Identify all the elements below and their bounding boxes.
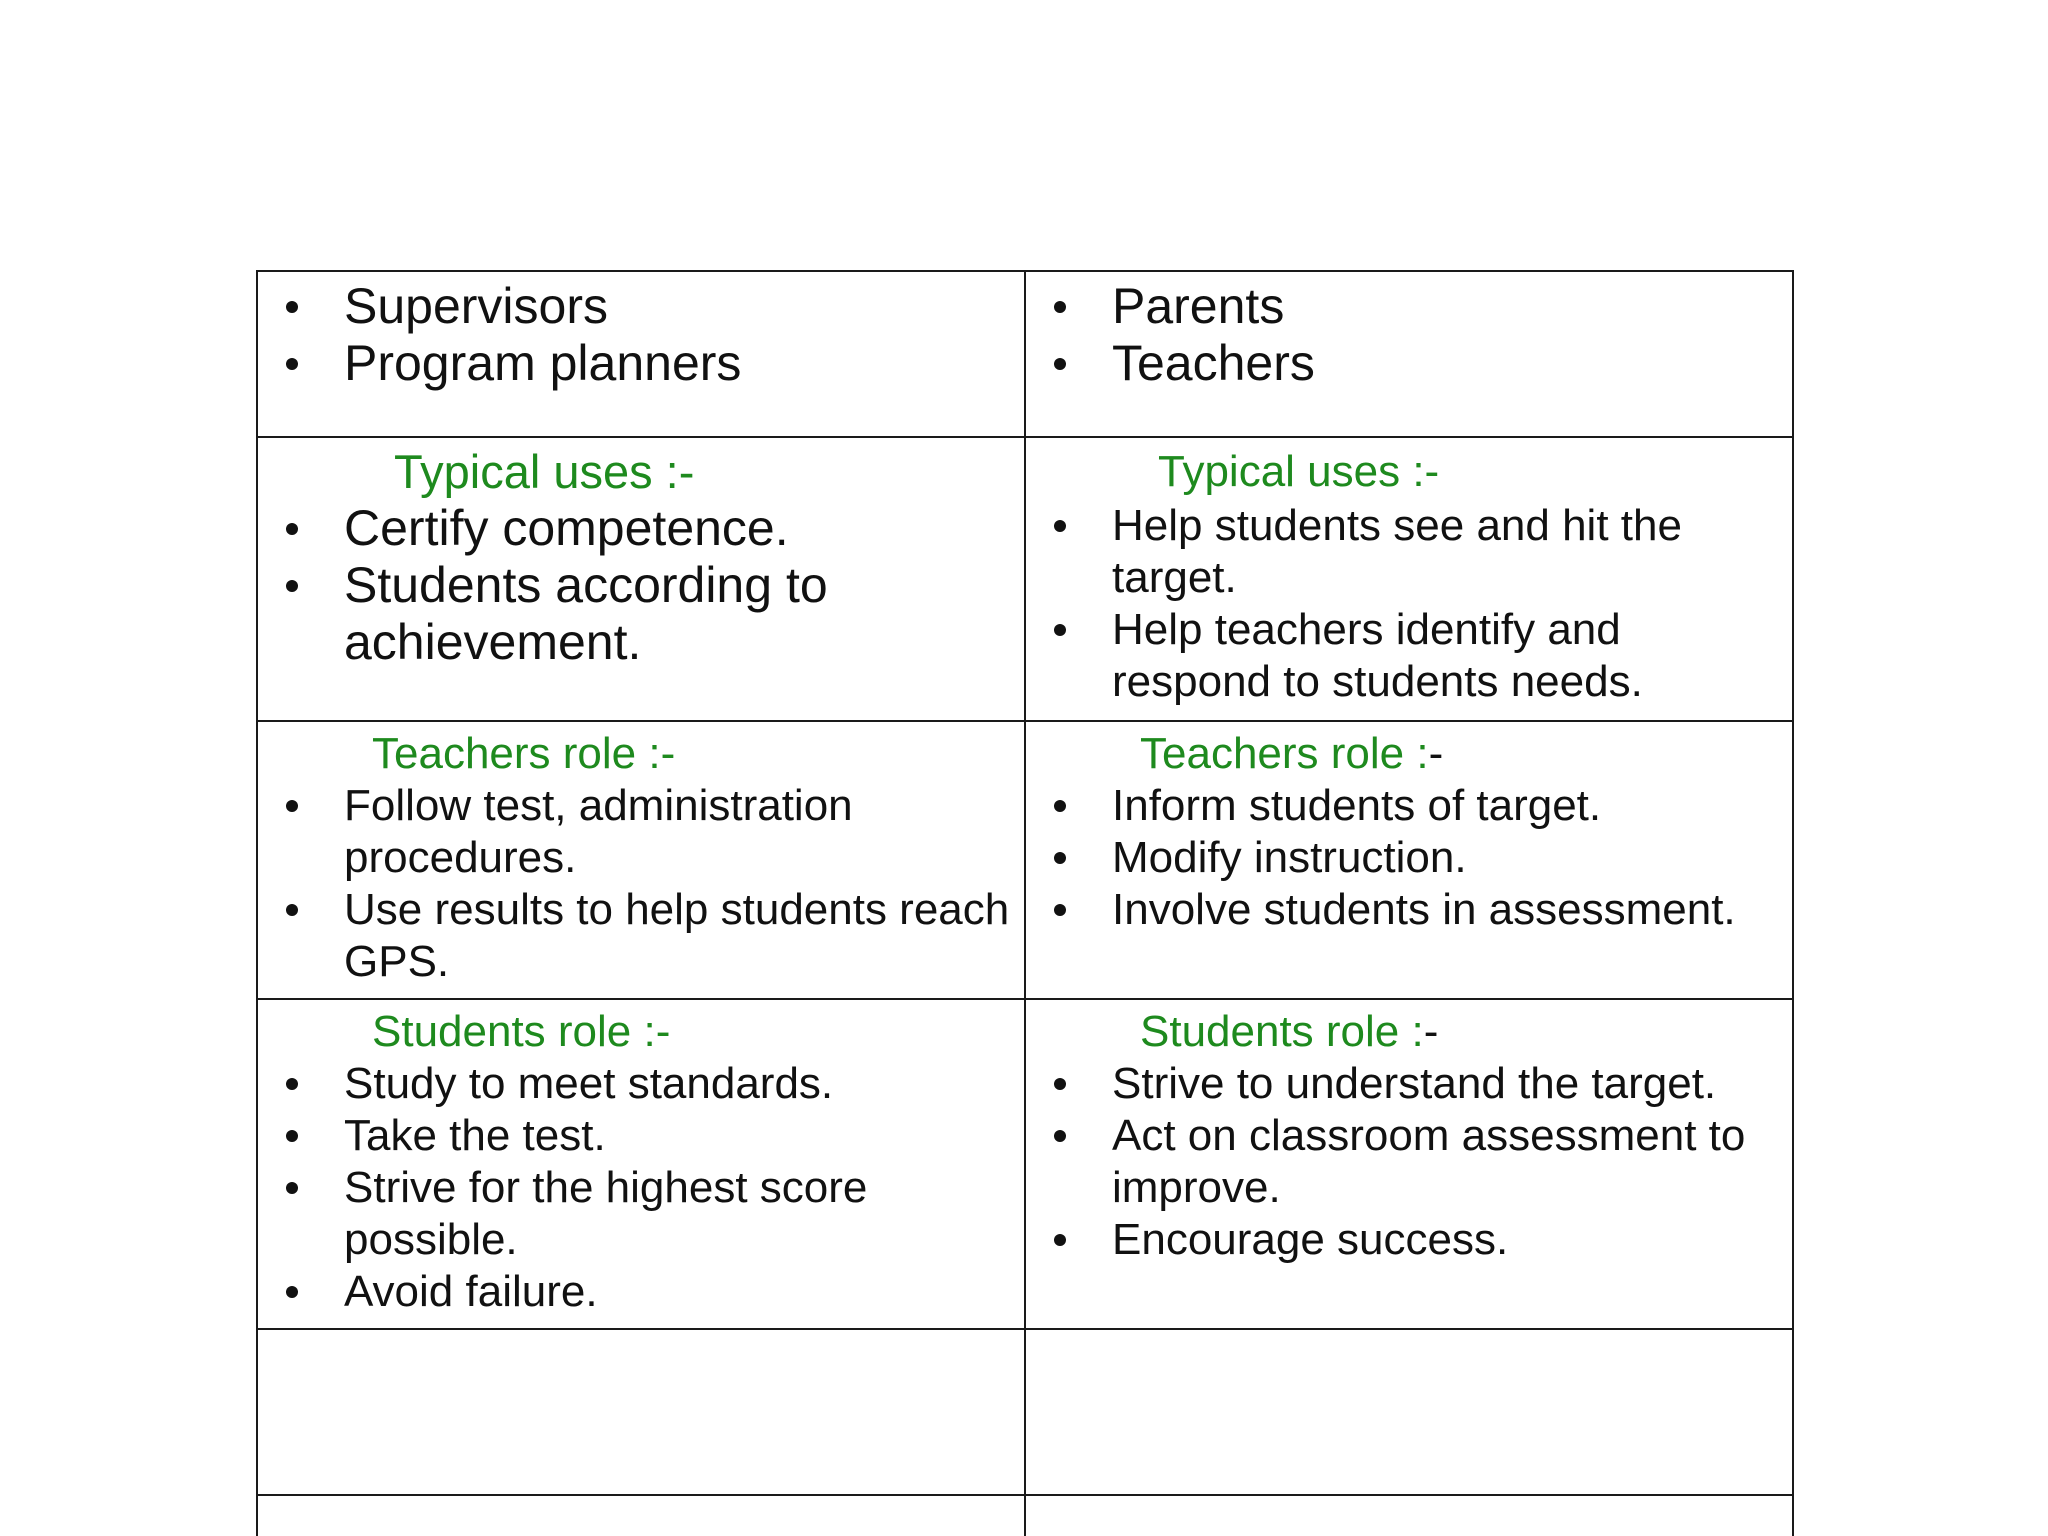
- list-item: Take the test.: [276, 1110, 1010, 1162]
- list-item: Encourage success.: [1044, 1214, 1778, 1266]
- bullet-icon: [1054, 1234, 1066, 1246]
- list-item: Involve students in assessment.: [1044, 884, 1778, 936]
- bullet-icon: [1054, 904, 1066, 916]
- list-item: Certify competence.: [276, 500, 1010, 557]
- comparison-table: [256, 270, 1794, 1536]
- list-item: Modify instruction.: [1044, 832, 1778, 884]
- section-heading: Teachers role :-: [1140, 729, 1444, 778]
- bullet-list: [276, 278, 1010, 392]
- bullet-icon: [286, 1078, 298, 1090]
- bullet-list: [276, 500, 1010, 671]
- list-item: Students according to achievement.: [276, 557, 1010, 671]
- bullet-icon: [286, 523, 298, 535]
- table-row-students-role: [257, 999, 1793, 1329]
- cell-teachers-role-left: [257, 721, 1025, 999]
- cell-students-role-left: [257, 999, 1025, 1329]
- bullet-list: [1044, 500, 1778, 708]
- list-item: Use results to help students reach GPS.: [276, 884, 1010, 988]
- table-row-empty: [257, 1329, 1793, 1495]
- cell-students-role-right: [1025, 999, 1793, 1329]
- bullet-icon: [286, 1286, 298, 1298]
- table-row-teachers-role: [257, 721, 1793, 999]
- list-item: Help teachers identify and respond to students needs.: [1044, 604, 1778, 708]
- bullet-icon: [1054, 852, 1066, 864]
- cell-teachers-role-right: [1025, 721, 1793, 999]
- cell-empty-right: [1025, 1329, 1793, 1495]
- cell-empty-left: [257, 1329, 1025, 1495]
- bullet-icon: [1054, 624, 1066, 636]
- bullet-icon: [286, 301, 298, 313]
- cell-audience-right: [1025, 271, 1793, 437]
- cell-typical-uses-right: [1025, 437, 1793, 721]
- list-item: Study to meet standards.: [276, 1058, 1010, 1110]
- bullet-icon: [1054, 800, 1066, 812]
- section-heading: Students role :-: [372, 1007, 671, 1056]
- bullet-icon: [286, 358, 298, 370]
- list-item: Strive for the highest score possible.: [276, 1162, 1010, 1266]
- list-item: Act on classroom assessment to improve.: [1044, 1110, 1778, 1214]
- section-heading: Students role :-: [1140, 1007, 1439, 1056]
- list-item: Supervisors: [276, 278, 1010, 335]
- list-item: Strive to understand the target.: [1044, 1058, 1778, 1110]
- section-heading: Typical uses :-: [394, 445, 695, 498]
- list-item: Program planners: [276, 335, 1010, 392]
- list-item: Inform students of target.: [1044, 780, 1778, 832]
- list-item: Help students see and hit the target.: [1044, 500, 1778, 604]
- bullet-icon: [1054, 358, 1066, 370]
- cell-empty-left: [257, 1495, 1025, 1536]
- cell-empty-right: [1025, 1495, 1793, 1536]
- bullet-icon: [286, 800, 298, 812]
- bullet-icon: [286, 1182, 298, 1194]
- bullet-icon: [286, 580, 298, 592]
- bullet-icon: [1054, 520, 1066, 532]
- bullet-icon: [286, 1130, 298, 1142]
- list-item: Avoid failure.: [276, 1266, 1010, 1318]
- bullet-list: [276, 780, 1010, 988]
- bullet-list: [1044, 780, 1778, 936]
- list-item: Parents: [1044, 278, 1778, 335]
- section-heading: Typical uses :-: [1158, 447, 1440, 496]
- bullet-icon: [286, 904, 298, 916]
- list-item: Teachers: [1044, 335, 1778, 392]
- list-item: Follow test, administration procedures.: [276, 780, 1010, 884]
- table-row-audience: [257, 271, 1793, 437]
- bullet-icon: [1054, 1078, 1066, 1090]
- bullet-icon: [1054, 301, 1066, 313]
- bullet-list: [276, 1058, 1010, 1318]
- bullet-list: [1044, 1058, 1778, 1266]
- table-row-typical-uses: [257, 437, 1793, 721]
- cell-audience-left: [257, 271, 1025, 437]
- table-row-empty: [257, 1495, 1793, 1536]
- section-heading: Teachers role :-: [372, 729, 676, 778]
- bullet-icon: [1054, 1130, 1066, 1142]
- cell-typical-uses-left: [257, 437, 1025, 721]
- bullet-list: [1044, 278, 1778, 392]
